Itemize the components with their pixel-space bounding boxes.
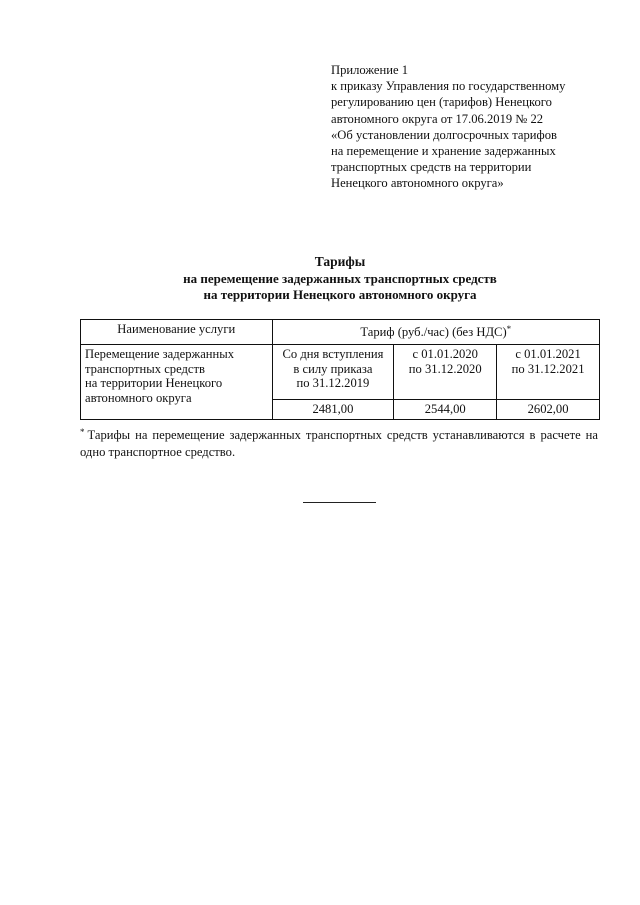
period-line: с 01.01.2021 (515, 347, 581, 361)
appendix-line: «Об установлении долгосрочных тарифов (331, 127, 557, 142)
period-line: с 01.01.2020 (412, 347, 478, 361)
tariff-value: 2481,00 (272, 400, 394, 420)
tariff-table (80, 319, 600, 420)
period-cell (272, 345, 394, 400)
service-line: Перемещение задержанных (85, 347, 235, 361)
period-cell (394, 345, 497, 400)
header-tariff-mark: * (506, 324, 512, 334)
table-header-row (81, 320, 600, 345)
header-tariff (272, 320, 599, 345)
appendix-line: Ненецкого автономного округа» (331, 176, 504, 191)
appendix-line: на перемещение и хранение задержанных (331, 144, 556, 159)
period-cell (497, 345, 600, 400)
appendix-line: Приложение 1 (331, 63, 409, 77)
appendix-line: к приказу Управления по государственному (331, 79, 566, 94)
header-tariff-text: Тариф (руб./час) (без НДС) (360, 325, 507, 339)
tariff-value: 2544,00 (394, 400, 497, 420)
service-line: автономного округа (85, 390, 192, 405)
service-line: транспортных средств (85, 361, 205, 376)
period-line: по 31.12.2021 (511, 361, 585, 376)
footnote (80, 424, 598, 460)
tariff-value: 2602,00 (497, 400, 600, 420)
footnote-mark: * (80, 427, 85, 437)
table-row (81, 345, 600, 400)
appendix-line: автономного округа от 17.06.2019 № 22 (331, 111, 544, 126)
service-line: на территории Ненецкого (85, 376, 223, 390)
title-line: на территории Ненецкого автономного округа (203, 287, 477, 302)
period-line: в силу приказа (293, 361, 373, 376)
service-name-cell (81, 345, 273, 420)
title-main: Тарифы (314, 254, 366, 269)
appendix-line: транспортных средств на территории (331, 160, 532, 175)
separator-line (303, 502, 376, 503)
appendix-block (331, 62, 621, 192)
period-line: по 31.12.2020 (408, 361, 482, 376)
period-line: Со дня вступления (282, 347, 384, 361)
header-service: Наименование услуги (81, 320, 273, 345)
period-line: по 31.12.2019 (296, 376, 370, 390)
title-line: на перемещение задержанных транспортных средств (183, 270, 497, 286)
footnote-text: Тарифы на перемещение задержанных транспортных средств устанавливаются в расчете на одно транспортное средство. (80, 428, 598, 459)
appendix-line: регулированию цен (тарифов) Ненецкого (331, 95, 552, 110)
document-title (80, 254, 600, 304)
